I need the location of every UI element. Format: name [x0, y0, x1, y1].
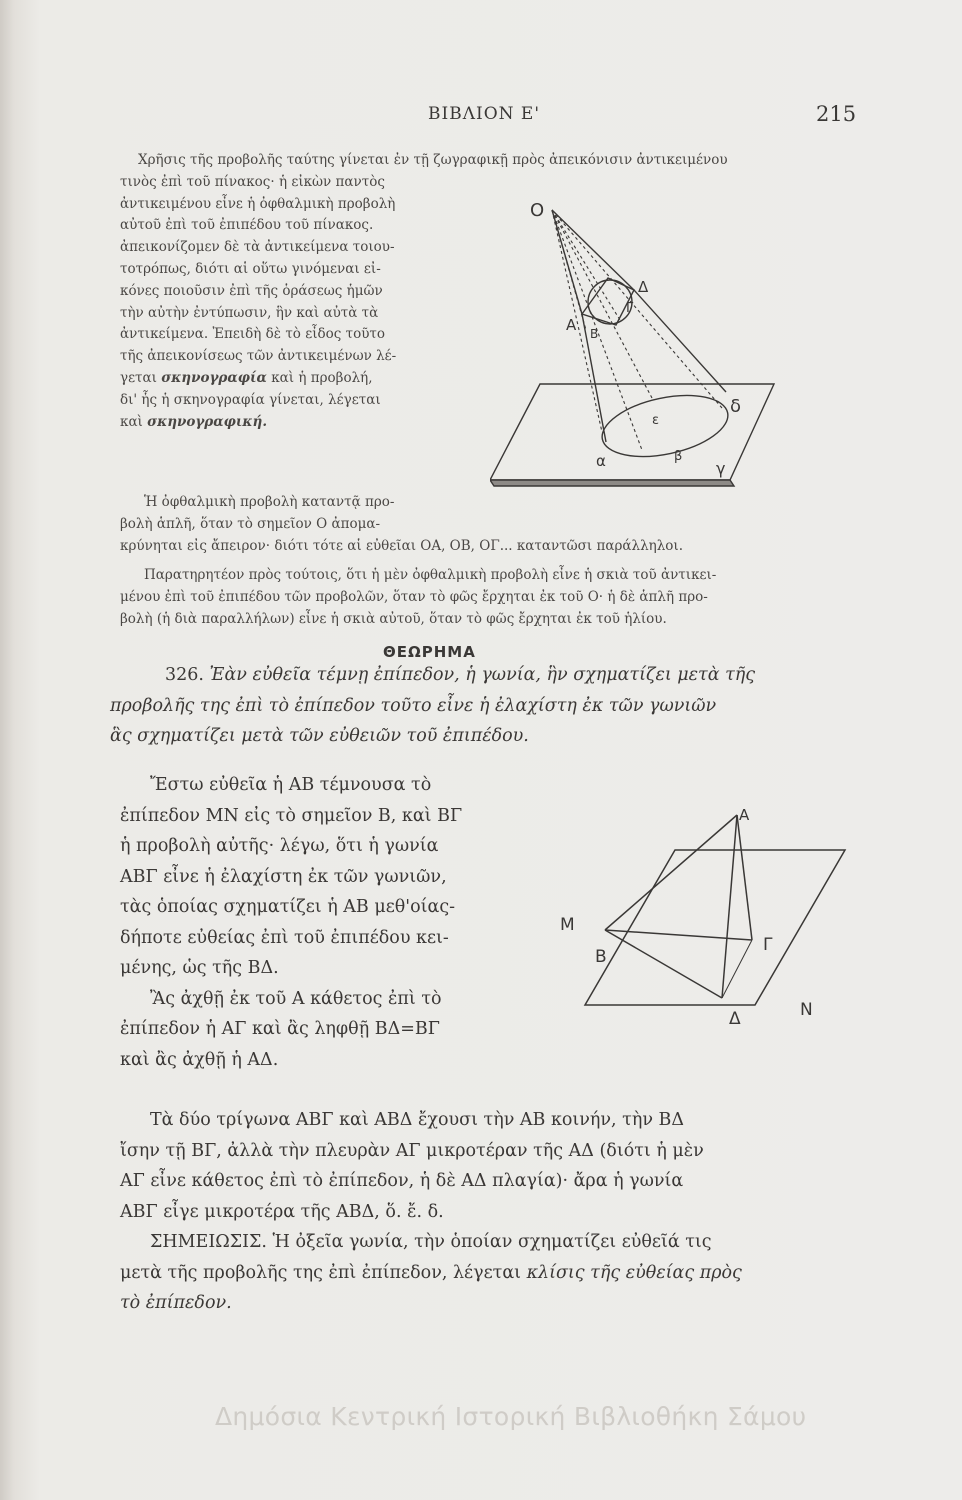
text-line: ΑΒΓ εἶνε ἡ ἐλαχίστη ἐκ τῶν γωνιῶν,: [120, 866, 447, 887]
segment-BD: [605, 930, 722, 998]
segment-BG: [605, 930, 752, 940]
text-line: τινὸς ἐπὶ τοῦ πίνακος· ἡ εἰκὼν παντὸς: [120, 173, 385, 190]
text-line: δήποτε εὐθείας ἐπὶ τοῦ ἐπιπέδου κει-: [120, 927, 449, 948]
text-fragment: γεται: [120, 369, 162, 386]
label-alpha: α: [596, 452, 606, 470]
text-line: καὶ ἂς ἀχθῇ ἡ ΑΔ.: [120, 1049, 279, 1070]
note-text: Ἡ ὀξεῖα γωνία, τὴν ὁποίαν σχηματίζει εὐθεῖά τις: [272, 1232, 712, 1252]
text-line: ἃς σχηματίζει μετὰ τῶν εὐθειῶν τοῦ ἐπιπέδου.: [110, 726, 529, 746]
text-line: ἐπίπεδον ΜΝ εἰς τὸ σημεῖον Β, καὶ ΒΓ: [120, 805, 463, 826]
text-line: ΑΒΓ εἶγε μικροτέρα τῆς ΑΒΔ, ὅ. ἔ. δ.: [120, 1201, 444, 1222]
label-gamma: γ: [716, 459, 726, 478]
fig2-label-A: Α: [739, 806, 750, 824]
text-line: Ἔστω εὐθεῖα ἡ ΑΒ τέμνουσα τὸ: [150, 775, 432, 795]
note-label: ΣΗΜΕΙΩΣΙΣ.: [150, 1232, 273, 1252]
segment-AB: [605, 815, 737, 930]
text-fragment: Ἐὰν εὐθεῖα τέμνῃ ἐπίπεδον, ἡ γωνία, ἣν σχηματίζει μετὰ τῆς: [209, 665, 756, 685]
text-line: τοτρόπως, διότι αἱ οὕτω γινόμεναι εἰ-: [120, 260, 381, 277]
text-line: ἴσην τῇ ΒΓ, ἀλλὰ τὴν πλευρὰν ΑΓ μικροτέραν τῆς ΑΔ (διότι ἡ μὲν: [120, 1140, 704, 1161]
text-line: τῆς ἀπεικονίσεως τῶν ἀντικειμένων λέ-: [120, 348, 397, 365]
theorem-statement: [110, 660, 850, 752]
label-epsilon: ε: [652, 413, 660, 428]
note-line: [120, 1227, 742, 1258]
text-line: ΑΓ εἶνε κάθετος ἐπὶ τὸ ἐπίπεδον, ἡ δὲ ΑΔ πλαγία)· ἄρα ἡ γωνία: [120, 1171, 684, 1191]
text-line: ἀπεικονίζομεν δὲ τὰ ἀντικείμενα τοιου-: [120, 239, 395, 256]
perspective-projection-figure: [490, 180, 780, 500]
note-line: τὸ ἐπίπεδον.: [120, 1293, 232, 1313]
text-line: αὐτοῦ ἐπὶ τοῦ ἐπιπέδου τοῦ πίνακος.: [120, 217, 374, 234]
text-line: Ἡ ὀφθαλμικὴ προβολὴ καταντᾷ προ-: [144, 494, 395, 510]
theorem-title: ΘΕΩΡΗΜΑ: [383, 643, 476, 661]
segment-AD: [722, 815, 737, 998]
paragraph-shadow-remark: [120, 565, 716, 630]
text-line: βολὴ (ἡ διὰ παραλλήλων) εἶνε ἡ σκιὰ αὐτοῦ, ὅταν τὸ φῶς ἔρχηται ἐκ τοῦ ἡλίου.: [120, 610, 667, 627]
text-line: κόνες ποιοῦσιν ἐπὶ τῆς ὁράσεως ἡμῶν: [120, 282, 383, 299]
text-line: Ἂς ἀχθῇ ἐκ τοῦ Α κάθετος ἐπὶ τὸ: [150, 988, 442, 1009]
text-line: βολὴ ἁπλῆ, ὅταν τὸ σημεῖον Ο ἀπομα-: [120, 515, 381, 532]
text-line: προβολῆς της ἐπὶ τὸ ἐπίπεδον τοῦτο εἶνε ἡ ἐλαχίστη ἐκ τῶν γωνιῶν: [110, 695, 717, 716]
running-head: ΒΙΒΛΙΟΝ Ε': [428, 104, 540, 124]
fig2-label-D: Δ: [729, 1009, 741, 1029]
text-line: ἡ προβολὴ αὐτῆς· λέγω, ὅτι ἡ γωνία: [120, 836, 439, 856]
label-delta: δ: [730, 396, 742, 417]
text-line: μένου ἐπὶ τοῦ ἐπιπέδου τῶν προβολῶν, ὅταν τὸ φῶς ἔρχηται ἐκ τοῦ Ο· ἡ δὲ ἁπλῆ προ-: [120, 588, 708, 605]
fig2-label-B: Β: [595, 947, 607, 967]
fig2-label-G: Γ: [763, 935, 773, 955]
fig2-label-N: Ν: [800, 1000, 813, 1020]
text-fragment: καὶ: [120, 413, 148, 430]
label-D: Δ: [638, 278, 649, 296]
note-term: κλίσις τῆς εὐθείας πρὸς: [526, 1262, 742, 1283]
label-G: Γ: [626, 301, 634, 316]
segment-AG: [737, 815, 752, 940]
text-line: Χρῆσις τῆς προβολῆς ταύτης γίνεται ἐν τῇ ζωγραφικῇ πρὸς ἀπεικόνισιν ἀντικειμένου: [138, 152, 728, 168]
text-line: τὰς ὁποίας σχηματίζει ἡ ΑΒ μεθ'οίας-: [120, 897, 456, 917]
text-line: [110, 660, 850, 691]
text-line: δι' ἧς ἡ σκηνογραφία γίνεται, λέγεται: [120, 391, 381, 408]
label-B: B: [590, 327, 599, 341]
note-line: [120, 1258, 742, 1289]
label-A: A: [566, 316, 577, 334]
fig2-label-M: Μ: [560, 915, 575, 935]
text-line: κρύνηται εἰς ἄπειρον· διότι τότε αἱ εὐθεῖαι ΟΑ, ΟΒ, ΟΓ... καταντῶσι παράλληλοι.: [120, 537, 683, 554]
note-text: μετὰ τῆς προβολῆς της ἐπὶ ἐπίπεδον, λέγεται: [120, 1262, 527, 1283]
text-fragment: καὶ ἡ προβολή,: [266, 369, 373, 386]
page-number: 215: [816, 102, 857, 126]
text-line: ἐπίπεδον ἡ ΑΓ καὶ ἂς ληφθῇ ΒΔ=ΒΓ: [120, 1019, 440, 1039]
theorem-number: 326.: [165, 665, 210, 685]
text-line: ἀντικειμένου εἶνε ἡ ὀφθαλμικὴ προβολὴ: [120, 195, 396, 212]
text-line: ἀντικείμενα. Ἐπειδὴ δὲ τὸ εἶδος τοῦτο: [120, 326, 386, 343]
paragraph-simple-projection: [120, 492, 683, 557]
term-skenografike: σκηνογραφική.: [147, 413, 268, 430]
proof-text: [120, 770, 462, 1075]
text-line: τὴν αὐτὴν ἐντύπωσιν, ἣν καὶ αὐτὰ τὰ: [120, 304, 379, 321]
page-header: [0, 104, 962, 134]
text-line: Τὰ δύο τρίγωνα ΑΒΓ καὶ ΑΒΔ ἔχουσι τὴν ΑΒ κοινήν, τὴν ΒΔ: [150, 1110, 685, 1130]
text-line: Παρατηρητέον πρὸς τούτοις, ὅτι ἡ μὲν ὀφθαλμικὴ προβολὴ εἶνε ἡ σκιὰ τοῦ ἀντικει-: [144, 567, 717, 583]
plane-MN: [585, 850, 845, 1005]
projection-rays: [552, 210, 722, 450]
plane-edge: [490, 480, 734, 486]
line-plane-angle-figure: [555, 790, 855, 1040]
proof-conclusion: [120, 1105, 742, 1319]
text-line: μένης, ὡς τῆς ΒΔ.: [120, 958, 279, 978]
label-beta: β: [674, 449, 683, 464]
term-skenografia: σκηνογραφία: [161, 369, 267, 386]
label-O: O: [530, 200, 545, 221]
library-watermark: Δημόσια Κεντρική Ιστορική Βιβλιοθήκη Σάμου: [215, 1402, 807, 1431]
